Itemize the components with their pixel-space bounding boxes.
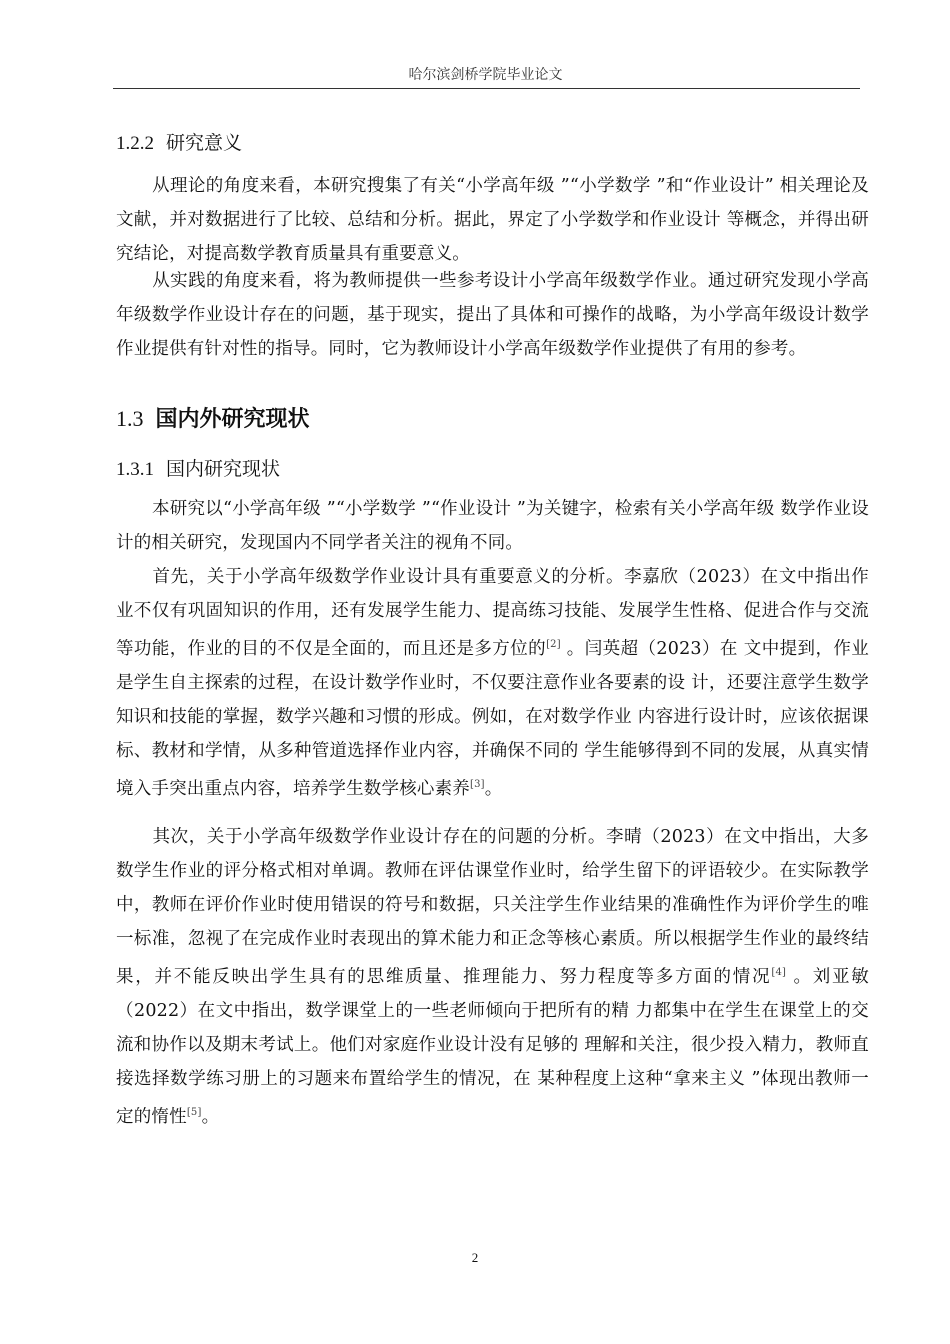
citation-mark: [5] — [186, 1106, 202, 1118]
page-number: 2 — [471, 1250, 479, 1265]
paragraph-text: 从理论的角度来看，本研究搜集了有关“小学高年级 ”“小学数学 ”和“作业设计” 相关理论及文献，并对数据进行了比较、总结和分析。据此，界定了小学数学和作业设计 等概念，并得出研究结论，对提高数学教育质量具有重要意义。 — [116, 176, 869, 264]
section-number: 1.3 — [116, 406, 144, 431]
section-number: 1.2.2 — [116, 133, 154, 154]
paragraph-practice — [116, 264, 869, 366]
paragraph-text: 从实践的角度来看，将为教师提供一些参考设计小学高年级数学作业。通过研究发现小学高年级数学作业设计存在的问题，基于现实，提出了具体和可操作的战略，为小学高年级设计数学作业提供有针对性的指导。同时，它为教师设计小学高年级数学作业提供了有用的参考。 — [116, 271, 869, 359]
section-title: 国内研究现状 — [166, 458, 281, 480]
citation-mark: [2] — [546, 639, 561, 650]
running-header: 哈尔滨剑桥学院毕业论文 — [408, 67, 563, 83]
paragraph-text: 其次，关于小学高年级数学作业设计存在的问题的分析。李晴（2023）在文中指出，大多数学生作业的评分格式相对单调。教师在评估课堂作业时，给学生留下的评语较少。在实际教学中，教师在评价作业时使用错误的符号和数据，只关注学生作业结果的准确性作为评价学生的唯一标准，忽视了在完成作业时表现出的算术能力和正念等核心素质。所以根据学生作业的最终结果，并不能反映出学生具有的思维质量、推理能力、努力程度等多方面的情况 — [116, 827, 869, 987]
citation-mark: [4] — [771, 967, 787, 978]
paragraph-text: 。闫英超（2023）在 文中提到，作业是学生自主探索的过程，在设计数学作业时，不仅要注意作业各要素的设 计，还要注意学生数学知识和技能的掌握，数学兴趣和习惯的形成。例如，在对数学作业 内容进行设计时，应该依据课标、教材和学情，从多种管道选择作业内容，并确保不同的 学生能够得到不同的发展，从真实情境入手突出重点内容，培养学生数学核心素养 — [116, 638, 869, 799]
header-rule — [113, 88, 860, 89]
section-title: 国内外研究现状 — [155, 407, 310, 432]
paragraph-text: 。刘亚敏（2022）在文中指出，数学课堂上的一些老师倾向于把所有的精 力都集中在学生在课堂上的交流和协作以及期末考试上。他们对家庭作业设计没有足够的 理解和关注，很少投入精力，教师直接选择数学练习册上的习题来布置给学生的情况，在 某种程度上这种“拿来主义 ”体现出教师一定的惰性 — [116, 966, 869, 1127]
section-heading-1-3-1 — [116, 454, 280, 481]
citation-mark: [3] — [470, 778, 485, 790]
paragraph-text: 首先，关于小学高年级数学作业设计具有重要意义的分析。李嘉欣（2023）在文中指出作业不仅有巩固知识的作用，还有发展学生能力、提高练习技能、发展学生性格、促进合作与交流等功能，作业的目的不仅是全面的，而且还是多方位的 — [116, 567, 869, 659]
section-number: 1.3.1 — [116, 459, 154, 480]
paragraph-secondly — [116, 820, 869, 1134]
paragraph-text: 本研究以“小学高年级 ”“小学数学 ”“作业设计 ”为关键字，检索有关小学高年级 数学作业设计的相关研究，发现国内不同学者关注的视角不同。 — [116, 499, 869, 553]
paragraph-theory — [116, 169, 869, 271]
section-heading-1-3 — [116, 402, 310, 433]
section-title: 研究意义 — [166, 132, 243, 154]
paragraph-text: 。 — [484, 778, 503, 799]
paragraph-keywords — [116, 492, 869, 560]
paragraph-firstly — [116, 560, 869, 806]
paragraph-text: 。 — [201, 1106, 220, 1127]
section-heading-1-2-2 — [116, 128, 242, 155]
